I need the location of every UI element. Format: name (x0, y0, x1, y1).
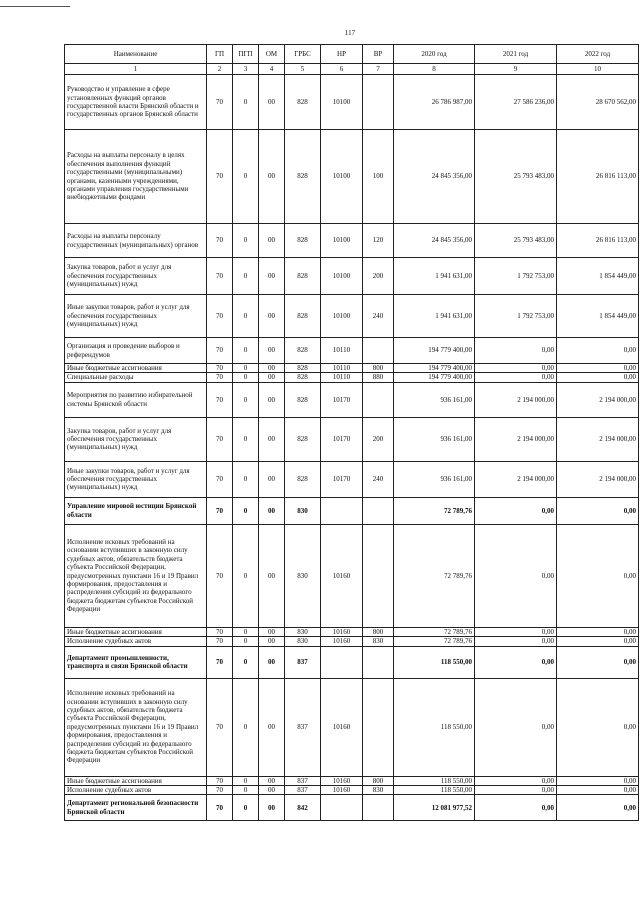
amount-2021-cell: 1 792 753,00 (475, 295, 557, 338)
column-number: 3 (233, 64, 259, 75)
pgp-cell: 0 (233, 75, 259, 130)
column-number: 9 (475, 64, 557, 75)
amount-2020-cell: 72 789,76 (394, 524, 475, 627)
om-cell: 00 (259, 795, 285, 821)
nr-cell: 10110 (321, 373, 363, 382)
gp-cell: 70 (207, 75, 233, 130)
table-row (65, 497, 639, 524)
name-cell: Исполнение судебных актов (65, 785, 207, 794)
pgp-cell: 0 (233, 524, 259, 627)
pgp-cell: 0 (233, 795, 259, 821)
col-header-om: ОМ (259, 45, 285, 64)
col-header-pgp: ПГП (233, 45, 259, 64)
table-row (65, 524, 639, 627)
om-cell: 00 (259, 678, 285, 776)
table-row (65, 795, 639, 821)
amount-2021-cell: 1 792 753,00 (475, 258, 557, 295)
nr-cell: 10160 (321, 776, 363, 785)
nr-cell (321, 795, 363, 821)
gp-cell: 70 (207, 497, 233, 524)
col-header-vr: ВР (363, 45, 394, 64)
amount-2021-cell: 0,00 (475, 776, 557, 785)
amount-2022-cell: 0,00 (557, 646, 639, 678)
vr-cell: 880 (363, 373, 394, 382)
amount-2021-cell: 0,00 (475, 524, 557, 627)
pgp-cell: 0 (233, 295, 259, 338)
vr-cell: 800 (363, 627, 394, 636)
om-cell: 00 (259, 224, 285, 258)
amount-2021-cell: 0,00 (475, 637, 557, 646)
name-cell: Исполнение судебных актов (65, 637, 207, 646)
amount-2020-cell: 1 941 631,00 (394, 295, 475, 338)
name-cell: Иные закупки товаров, работ и услуг для обеспечения государственных (муниципальных) нужд (65, 461, 207, 497)
col-header-2022: 2022 год (557, 45, 639, 64)
amount-2022-cell: 0,00 (557, 795, 639, 821)
amount-2020-cell: 72 789,76 (394, 497, 475, 524)
nr-cell: 10160 (321, 678, 363, 776)
vr-cell (363, 338, 394, 364)
nr-cell: 10160 (321, 637, 363, 646)
pgp-cell: 0 (233, 258, 259, 295)
grbs-cell: 828 (285, 224, 321, 258)
amount-2021-cell: 0,00 (475, 497, 557, 524)
table-row (65, 637, 639, 646)
grbs-cell: 842 (285, 795, 321, 821)
pgp-cell: 0 (233, 373, 259, 382)
gp-cell: 70 (207, 637, 233, 646)
grbs-cell: 828 (285, 130, 321, 224)
gp-cell: 70 (207, 224, 233, 258)
col-header-2021: 2021 год (475, 45, 557, 64)
pgp-cell: 0 (233, 637, 259, 646)
grbs-cell: 830 (285, 637, 321, 646)
amount-2022-cell: 0,00 (557, 364, 639, 373)
vr-cell: 240 (363, 295, 394, 338)
om-cell: 00 (259, 461, 285, 497)
om-cell: 00 (259, 75, 285, 130)
gp-cell: 70 (207, 364, 233, 373)
gp-cell: 70 (207, 678, 233, 776)
name-cell: Расходы на выплаты персоналу государственных (муниципальных) органов (65, 224, 207, 258)
om-cell: 00 (259, 373, 285, 382)
table-row (65, 627, 639, 636)
om-cell: 00 (259, 637, 285, 646)
grbs-cell: 828 (285, 258, 321, 295)
amount-2020-cell: 118 550,00 (394, 678, 475, 776)
nr-cell (321, 497, 363, 524)
name-cell: Иные бюджетные ассигнования (65, 776, 207, 785)
table-row (65, 646, 639, 678)
nr-cell: 10100 (321, 258, 363, 295)
nr-cell: 10110 (321, 364, 363, 373)
table-row (65, 382, 639, 417)
amount-2020-cell: 1 941 631,00 (394, 258, 475, 295)
vr-cell: 800 (363, 776, 394, 785)
nr-cell: 10170 (321, 461, 363, 497)
column-number: 2 (207, 64, 233, 75)
pgp-cell: 0 (233, 646, 259, 678)
amount-2020-cell: 72 789,76 (394, 637, 475, 646)
grbs-cell: 828 (285, 417, 321, 461)
table-row (65, 338, 639, 364)
table-row (65, 461, 639, 497)
col-header-nr: НР (321, 45, 363, 64)
name-cell: Организация и проведение выборов и референдумов (65, 338, 207, 364)
nr-cell: 10100 (321, 130, 363, 224)
gp-cell: 70 (207, 373, 233, 382)
grbs-cell: 828 (285, 364, 321, 373)
col-header-gp: ГП (207, 45, 233, 64)
gp-cell: 70 (207, 795, 233, 821)
amount-2021-cell: 2 194 000,00 (475, 461, 557, 497)
gp-cell: 70 (207, 258, 233, 295)
amount-2022-cell: 0,00 (557, 678, 639, 776)
amount-2022-cell: 0,00 (557, 497, 639, 524)
om-cell: 00 (259, 338, 285, 364)
amount-2020-cell: 936 161,00 (394, 417, 475, 461)
grbs-cell: 828 (285, 338, 321, 364)
name-cell: Мероприятия по развитию избирательной системы Брянской области (65, 382, 207, 417)
amount-2022-cell: 0,00 (557, 627, 639, 636)
column-number: 1 (65, 64, 207, 75)
column-number: 6 (321, 64, 363, 75)
vr-cell (363, 382, 394, 417)
name-cell: Иные бюджетные ассигнования (65, 627, 207, 636)
vr-cell (363, 497, 394, 524)
nr-cell: 10100 (321, 75, 363, 130)
grbs-cell: 830 (285, 497, 321, 524)
nr-cell: 10160 (321, 524, 363, 627)
grbs-cell: 828 (285, 295, 321, 338)
name-cell: Департамент промышленности, транспорта и связи Брянской области (65, 646, 207, 678)
amount-2022-cell: 0,00 (557, 637, 639, 646)
nr-cell: 10100 (321, 224, 363, 258)
column-number-row (65, 64, 639, 75)
om-cell: 00 (259, 417, 285, 461)
om-cell: 00 (259, 524, 285, 627)
pgp-cell: 0 (233, 627, 259, 636)
name-cell: Управление мировой юстиции Брянской области (65, 497, 207, 524)
table-row (65, 130, 639, 224)
vr-cell (363, 646, 394, 678)
table-row (65, 776, 639, 785)
om-cell: 00 (259, 130, 285, 224)
om-cell: 00 (259, 295, 285, 338)
amount-2022-cell: 0,00 (557, 338, 639, 364)
grbs-cell: 837 (285, 785, 321, 794)
om-cell: 00 (259, 382, 285, 417)
vr-cell: 830 (363, 785, 394, 794)
amount-2022-cell: 0,00 (557, 373, 639, 382)
name-cell: Расходы на выплаты персоналу в целях обеспечения выполнения функций государственными (муниципальными) органами, казенными учреждениями, органами управления государственными внебюджетными фондами (65, 130, 207, 224)
pgp-cell: 0 (233, 785, 259, 794)
om-cell: 00 (259, 627, 285, 636)
pgp-cell: 0 (233, 678, 259, 776)
page-number: 117 (344, 29, 356, 37)
nr-cell: 10100 (321, 295, 363, 338)
amount-2022-cell: 0,00 (557, 776, 639, 785)
amount-2020-cell: 194 779 400,00 (394, 364, 475, 373)
om-cell: 00 (259, 646, 285, 678)
vr-cell: 800 (363, 364, 394, 373)
amount-2022-cell: 2 194 000,00 (557, 461, 639, 497)
pgp-cell: 0 (233, 130, 259, 224)
amount-2022-cell: 2 194 000,00 (557, 382, 639, 417)
table-row (65, 364, 639, 373)
amount-2021-cell: 0,00 (475, 785, 557, 794)
grbs-cell: 828 (285, 75, 321, 130)
om-cell: 00 (259, 258, 285, 295)
amount-2022-cell: 2 194 000,00 (557, 417, 639, 461)
gp-cell: 70 (207, 627, 233, 636)
vr-cell (363, 795, 394, 821)
vr-cell: 120 (363, 224, 394, 258)
col-header-grbs: ГРБС (285, 45, 321, 64)
gp-cell: 70 (207, 382, 233, 417)
amount-2021-cell: 0,00 (475, 646, 557, 678)
col-header-2020: 2020 год (394, 45, 475, 64)
amount-2020-cell: 118 550,00 (394, 776, 475, 785)
gp-cell: 70 (207, 338, 233, 364)
gp-cell: 70 (207, 461, 233, 497)
vr-cell: 200 (363, 258, 394, 295)
column-number: 10 (557, 64, 639, 75)
pgp-cell: 0 (233, 364, 259, 373)
gp-cell: 70 (207, 417, 233, 461)
amount-2021-cell: 25 793 483,00 (475, 130, 557, 224)
vr-cell (363, 524, 394, 627)
nr-cell (321, 646, 363, 678)
header-row (65, 45, 639, 64)
gp-cell: 70 (207, 524, 233, 627)
table-row (65, 785, 639, 794)
name-cell: Закупка товаров, работ и услуг для обеспечения государственных (муниципальных) нужд (65, 417, 207, 461)
amount-2020-cell: 12 081 977,52 (394, 795, 475, 821)
nr-cell: 10170 (321, 417, 363, 461)
grbs-cell: 828 (285, 461, 321, 497)
nr-cell: 10160 (321, 627, 363, 636)
vr-cell (363, 678, 394, 776)
table-row (65, 258, 639, 295)
name-cell: Иные бюджетные ассигнования (65, 364, 207, 373)
name-cell: Департамент региональной безопасности Брянской области (65, 795, 207, 821)
name-cell: Исполнение исковых требований на основании вступивших в законную силу судебных актов, обязательств бюджета субъекта Российской Федерации, предусмотренных пунктами 16 и 19 Правил формирования, предоставления и распределения субсидий из федерального бюджета бюджетам субъектов Российской Федерации (65, 678, 207, 776)
gp-cell: 70 (207, 776, 233, 785)
vr-cell: 100 (363, 130, 394, 224)
name-cell: Исполнение исковых требований на основании вступивших в законную силу судебных актов, обязательств бюджета субъекта Российской Федерации, предусмотренных пунктами 16 и 19 Правил формирования, предоставления и распределения субсидий из федерального бюджета бюджетам субъектов Российской Федерации (65, 524, 207, 627)
amount-2020-cell: 24 845 356,00 (394, 224, 475, 258)
grbs-cell: 837 (285, 678, 321, 776)
amount-2021-cell: 2 194 000,00 (475, 382, 557, 417)
amount-2020-cell: 26 786 987,00 (394, 75, 475, 130)
amount-2021-cell: 2 194 000,00 (475, 417, 557, 461)
gp-cell: 70 (207, 295, 233, 338)
amount-2022-cell: 0,00 (557, 524, 639, 627)
amount-2020-cell: 936 161,00 (394, 461, 475, 497)
table-row (65, 75, 639, 130)
amount-2022-cell: 1 854 449,00 (557, 258, 639, 295)
amount-2021-cell: 0,00 (475, 373, 557, 382)
top-rule (0, 6, 70, 7)
amount-2022-cell: 26 816 113,00 (557, 224, 639, 258)
pgp-cell: 0 (233, 776, 259, 785)
column-number: 4 (259, 64, 285, 75)
vr-cell (363, 75, 394, 130)
pgp-cell: 0 (233, 382, 259, 417)
vr-cell: 240 (363, 461, 394, 497)
gp-cell: 70 (207, 646, 233, 678)
table-row (65, 373, 639, 382)
table-row (65, 295, 639, 338)
amount-2021-cell: 0,00 (475, 678, 557, 776)
om-cell: 00 (259, 497, 285, 524)
amount-2021-cell: 0,00 (475, 338, 557, 364)
om-cell: 00 (259, 776, 285, 785)
budget-table (64, 44, 639, 821)
amount-2020-cell: 118 550,00 (394, 646, 475, 678)
amount-2020-cell: 118 550,00 (394, 785, 475, 794)
column-number: 5 (285, 64, 321, 75)
column-number: 8 (394, 64, 475, 75)
amount-2021-cell: 0,00 (475, 364, 557, 373)
name-cell: Иные закупки товаров, работ и услуг для обеспечения государственных (муниципальных) нужд (65, 295, 207, 338)
amount-2021-cell: 0,00 (475, 795, 557, 821)
nr-cell: 10110 (321, 338, 363, 364)
column-number: 7 (363, 64, 394, 75)
table-row (65, 678, 639, 776)
amount-2022-cell: 26 816 113,00 (557, 130, 639, 224)
pgp-cell: 0 (233, 497, 259, 524)
grbs-cell: 830 (285, 627, 321, 636)
table-row (65, 224, 639, 258)
nr-cell: 10160 (321, 785, 363, 794)
om-cell: 00 (259, 785, 285, 794)
grbs-cell: 828 (285, 373, 321, 382)
col-header-name: Наименование (65, 45, 207, 64)
table-row (65, 417, 639, 461)
grbs-cell: 828 (285, 382, 321, 417)
name-cell: Специальные расходы (65, 373, 207, 382)
pgp-cell: 0 (233, 224, 259, 258)
amount-2020-cell: 72 789,76 (394, 627, 475, 636)
amount-2022-cell: 0,00 (557, 785, 639, 794)
pgp-cell: 0 (233, 461, 259, 497)
amount-2021-cell: 27 586 236,00 (475, 75, 557, 130)
name-cell: Закупка товаров, работ и услуг для обеспечения государственных (муниципальных) нужд (65, 258, 207, 295)
grbs-cell: 837 (285, 646, 321, 678)
amount-2022-cell: 28 670 562,00 (557, 75, 639, 130)
grbs-cell: 837 (285, 776, 321, 785)
grbs-cell: 830 (285, 524, 321, 627)
amount-2022-cell: 1 854 449,00 (557, 295, 639, 338)
amount-2020-cell: 194 779 400,00 (394, 373, 475, 382)
vr-cell: 200 (363, 417, 394, 461)
pgp-cell: 0 (233, 338, 259, 364)
amount-2020-cell: 194 779 400,00 (394, 338, 475, 364)
amount-2020-cell: 24 845 356,00 (394, 130, 475, 224)
om-cell: 00 (259, 364, 285, 373)
amount-2020-cell: 936 161,00 (394, 382, 475, 417)
pgp-cell: 0 (233, 417, 259, 461)
amount-2021-cell: 0,00 (475, 627, 557, 636)
table-body (65, 75, 639, 821)
vr-cell: 830 (363, 637, 394, 646)
gp-cell: 70 (207, 785, 233, 794)
amount-2021-cell: 25 793 483,00 (475, 224, 557, 258)
gp-cell: 70 (207, 130, 233, 224)
nr-cell: 10170 (321, 382, 363, 417)
name-cell: Руководство и управление в сфере установленных функций органов государственной власти Брянской области и государственных органов Брянской области (65, 75, 207, 130)
